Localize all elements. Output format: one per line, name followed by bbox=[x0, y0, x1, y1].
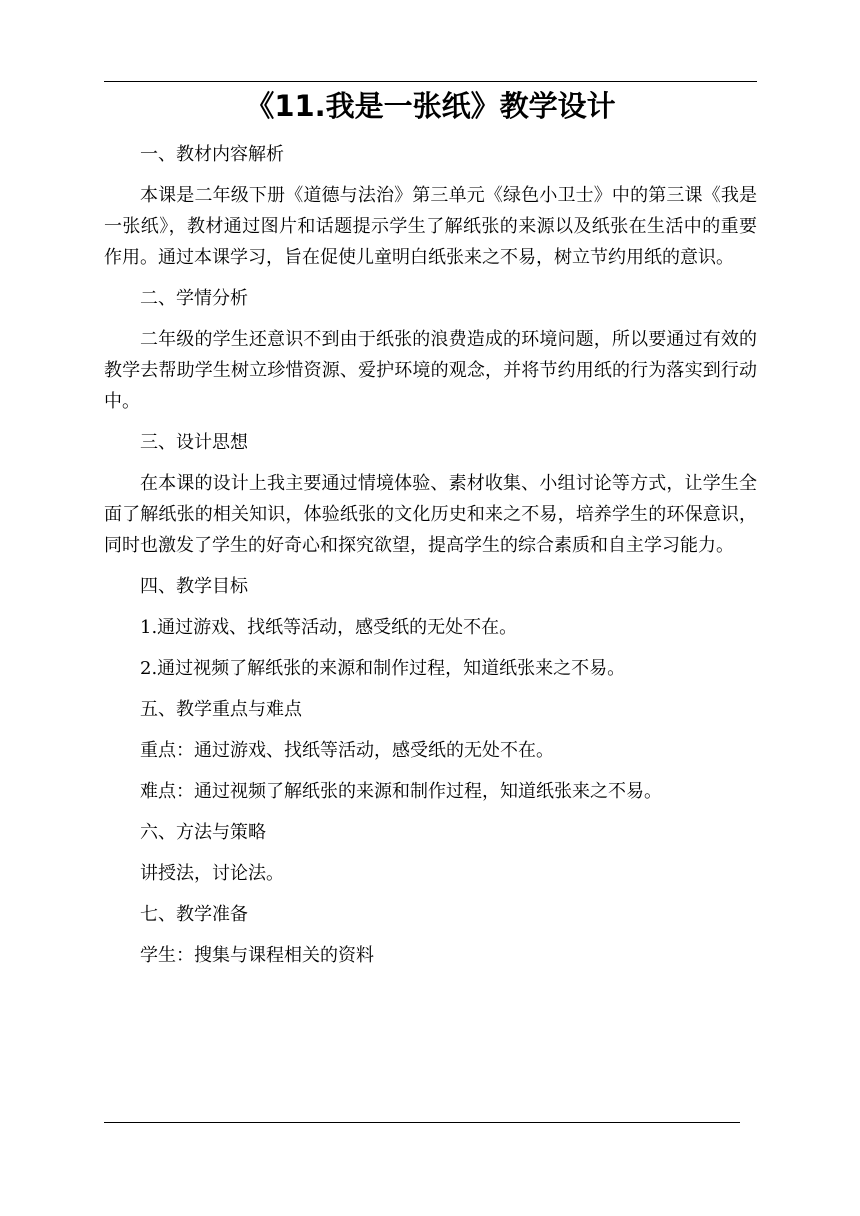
document-body bbox=[104, 139, 757, 981]
body-paragraph: 学生：搜集与课程相关的资料 bbox=[140, 945, 374, 966]
document-title: 《11.我是一张纸》教学设计 bbox=[245, 89, 616, 123]
section-heading: 一、教材内容解析 bbox=[140, 144, 284, 165]
body-paragraph: 在本课的设计上我主要通过情境体验、素材收集、小组讨论等方式，让学生全面了解纸张的相关知识，体验纸张的文化历史和来之不易，培养学生的环保意识，同时也激发了学生的好奇心和探究欲望，提高学生的综合素质和自主学习能力。 bbox=[104, 473, 757, 556]
section-heading: 二、学情分析 bbox=[140, 288, 248, 309]
section-heading: 五、教学重点与难点 bbox=[140, 699, 302, 720]
section-heading: 七、教学准备 bbox=[140, 904, 248, 925]
body-paragraph: 本课是二年级下册《道德与法治》第三单元《绿色小卫士》中的第三课《我是一张纸》，教材通过图片和话题提示学生了解纸张的来源以及纸张在生活中的重要作用。通过本课学习，旨在促使儿童明白纸张来之不易，树立节约用纸的意识。 bbox=[104, 185, 757, 268]
section-heading: 四、教学目标 bbox=[140, 576, 248, 597]
body-paragraph: 2.通过视频了解纸张的来源和制作过程，知道纸张来之不易。 bbox=[140, 658, 626, 679]
body-paragraph: 讲授法，讨论法。 bbox=[140, 863, 284, 884]
section-heading: 三、设计思想 bbox=[140, 432, 248, 453]
body-paragraph: 二年级的学生还意识不到由于纸张的浪费造成的环境问题，所以要通过有效的教学去帮助学生树立珍惜资源、爱护环境的观念，并将节约用纸的行为落实到行动中。 bbox=[104, 329, 757, 412]
body-paragraph: 重点：通过游戏、找纸等活动，感受纸的无处不在。 bbox=[140, 740, 554, 761]
footer-rule bbox=[104, 1122, 740, 1123]
body-paragraph: 1.通过游戏、找纸等活动，感受纸的无处不在。 bbox=[140, 617, 518, 638]
section-heading: 六、方法与策略 bbox=[140, 822, 266, 843]
body-paragraph: 难点：通过视频了解纸张的来源和制作过程，知道纸张来之不易。 bbox=[140, 781, 662, 802]
header-rule bbox=[104, 81, 757, 82]
